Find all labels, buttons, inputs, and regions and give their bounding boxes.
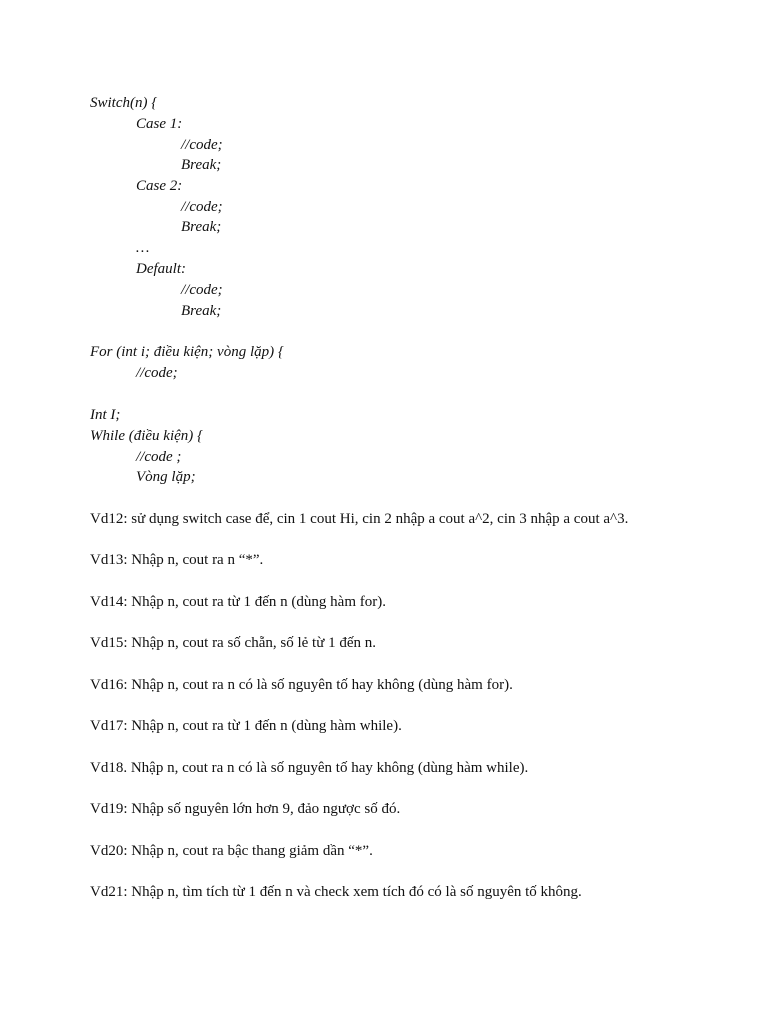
exercise-vd16: Vd16: Nhập n, cout ra n có là số nguyên tố hay không (dùng hàm for). [90, 677, 513, 693]
code-line-switch: Switch(n) { [90, 95, 158, 111]
exercise-vd19: Vd19: Nhập số nguyên lớn hơn 9, đảo ngược số đó. [90, 801, 401, 817]
exercise-vd17: Vd17: Nhập n, cout ra từ 1 đến n (dùng hàm while). [90, 718, 402, 734]
exercise-vd15: Vd15: Nhập n, cout ra số chẵn, số lẻ từ 1 đến n. [90, 635, 376, 651]
exercise-vd20: Vd20: Nhập n, cout ra bậc thang giảm dần “*”. [90, 843, 373, 859]
code-line-code: //code; [181, 282, 223, 298]
code-line-ellipsis: … [136, 240, 150, 256]
code-line-code: //code ; [136, 449, 182, 465]
code-line-case2: Case 2: [136, 178, 183, 194]
code-line-code: //code; [181, 199, 223, 215]
code-line-loop: Vòng lặp; [136, 469, 196, 485]
exercise-vd12: Vd12: sử dụng switch case để, cin 1 cout Hi, cin 2 nhập a cout a^2, cin 3 nhập a cout a^3. [90, 511, 629, 527]
code-line-for: For (int i; điều kiện; vòng lặp) { [90, 344, 284, 360]
code-line-while: While (điều kiện) { [90, 428, 204, 444]
code-line-code: //code; [136, 365, 178, 381]
exercise-vd21: Vd21: Nhập n, tìm tích từ 1 đến n và check xem tích đó có là số nguyên tố không. [90, 884, 582, 900]
code-line-default: Default: [136, 261, 186, 277]
code-line-break: Break; [181, 157, 222, 173]
exercise-vd14: Vd14: Nhập n, cout ra từ 1 đến n (dùng hàm for). [90, 594, 386, 610]
code-line-break: Break; [181, 303, 222, 319]
exercise-vd18: Vd18. Nhập n, cout ra n có là số nguyên tố hay không (dùng hàm while). [90, 760, 529, 776]
code-line-code: //code; [181, 137, 223, 153]
code-line-break: Break; [181, 219, 222, 235]
exercise-vd13: Vd13: Nhập n, cout ra n “*”. [90, 552, 264, 568]
code-line-int: Int I; [90, 407, 121, 423]
code-line-case1: Case 1: [136, 116, 183, 132]
